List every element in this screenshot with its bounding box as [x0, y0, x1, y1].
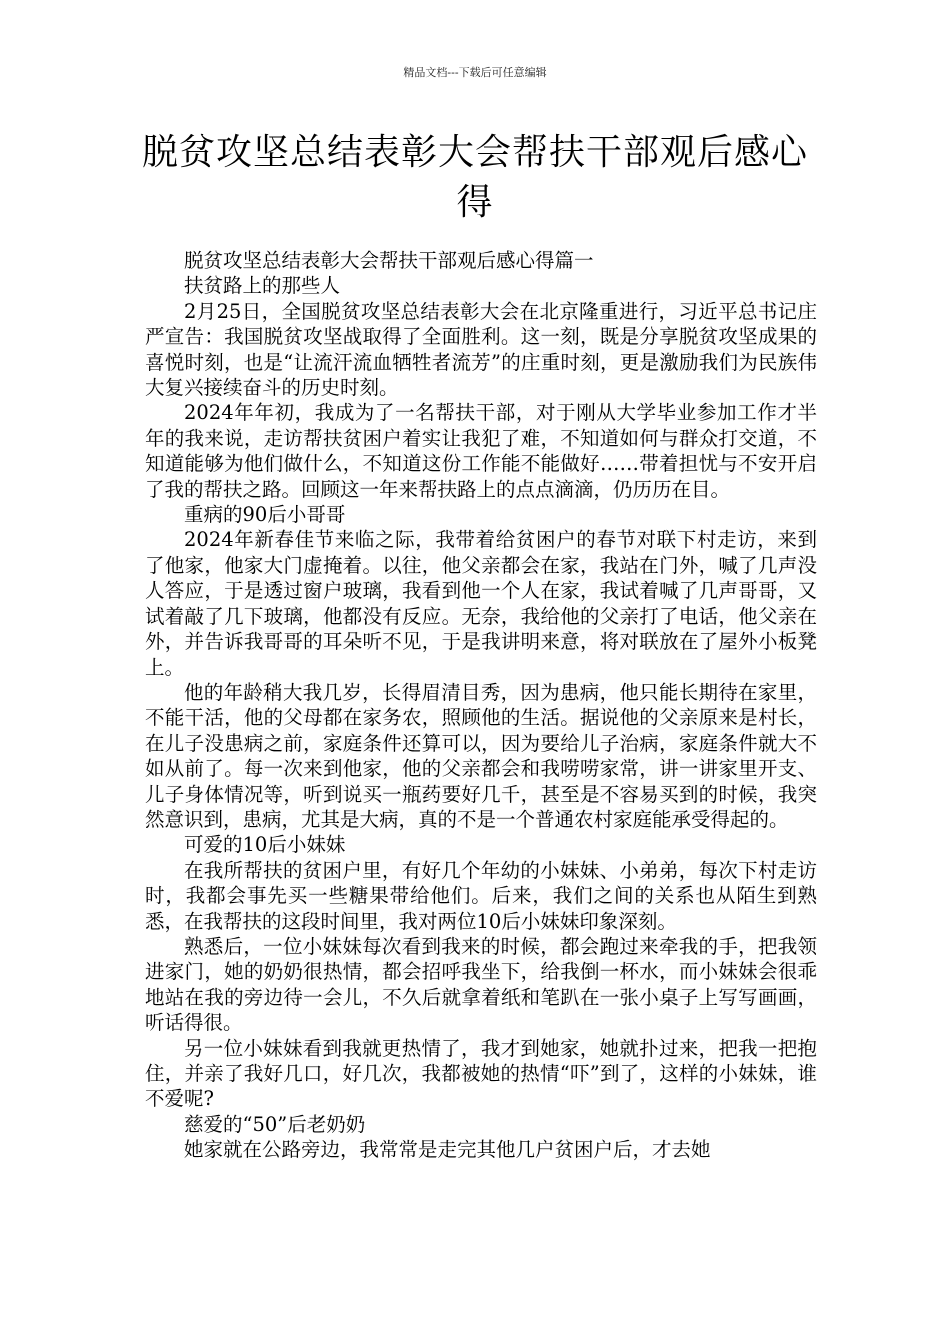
paragraph: 他的年龄稍大我几岁，长得眉清目秀，因为患病，他只能长期待在家里，不能干活，他的父母都在家务农，照顾他的生活。据说他的父亲原来是村长，在儿子没患病之前，家庭条件还算可以，因为要给儿子治病，家庭条件就大不如从前了。每一次来到他家，他的父亲都会和我唠唠家常，讲一讲家里开支、儿子身体情况等，听到说买一瓶药要好几千，甚至是不容易买到的时候，我突然意识到，患病，尤其是大病，真的不是一个普通农村家庭能承受得起的。 [145, 680, 817, 831]
paragraph: 在我所帮扶的贫困户里，有好几个年幼的小妹妹、小弟弟，每次下村走访时，我都会事先买一些糖果带给他们。后来，我们之间的关系也从陌生到熟悉，在我帮扶的这段时间里，我对两位10后小妹妹印象深刻。 [145, 858, 817, 933]
paragraph: 2024年新春佳节来临之际，我带着给贫困户的春节对联下村走访，来到了他家，他家大门虚掩着。以往，他父亲都会在家，我站在门外，喊了几声没人答应，于是透过窗户玻璃，我看到他一个人在家，我试着喊了几声哥哥，又试着敲了几下玻璃，他都没有反应。无奈，我给他的父亲打了电话，他父亲在外，并告诉我哥哥的耳朵听不见，于是我讲明来意，将对联放在了屋外小板凳上。 [145, 528, 817, 679]
page-header: 精品文档---下载后可任意编辑 [403, 66, 547, 79]
paragraph: 2024年年初，我成为了一名帮扶干部，对于刚从大学毕业参加工作才半年的我来说，走访帮扶贫困户着实让我犯了难，不知道如何与群众打交道，不知道能够为他们做什么，不知道这份工作能不能做好……带着担忧与不安开启了我的帮扶之路。回顾这一年来帮扶路上的点点滴滴，仍历历在目。 [145, 401, 817, 501]
subheading: 慈爱的“50”后老奶奶 [184, 1112, 366, 1136]
document-body [145, 248, 817, 1163]
paragraph: 熟悉后，一位小妹妹每次看到我来的时候，都会跑过来牵我的手，把我领进家门，她的奶奶很热情，都会招呼我坐下，给我倒一杯水，而小妹妹会很乖地站在我的旁边待一会儿，不久后就拿着纸和笔趴在一张小桌子上写写画画，听话得很。 [145, 934, 817, 1035]
section-heading: 脱贫攻坚总结表彰大会帮扶干部观后感心得篇一 [184, 249, 594, 272]
paragraph: 另一位小妹妹看到我就更热情了，我才到她家，她就扑过来，把我一把抱住，并亲了我好几口，好几次，我都被她的热情“吓”到了，这样的小妹妹，谁不爱呢? [145, 1036, 817, 1111]
paragraph: 她家就在公路旁边，我常常是走完其他几户贫困户后，才去她 [184, 1138, 711, 1162]
subheading: 可爱的10后小妹妹 [184, 833, 346, 857]
subheading: 重病的90后小哥哥 [184, 503, 346, 527]
paragraph: 2月25日，全国脱贫攻坚总结表彰大会在北京隆重进行，习近平总书记庄严宣告：我国脱贫攻坚战取得了全面胜利。这一刻，既是分享脱贫攻坚成果的喜悦时刻，也是“让流汗流血牺牲者流芳”的庄重时刻，更是激励我们为民族伟大复兴接续奋斗的历史时刻。 [145, 299, 817, 400]
subtitle: 扶贫路上的那些人 [184, 274, 341, 298]
document-title: 脱贫攻坚总结表彰大会帮扶干部观后感心得 [141, 132, 808, 223]
